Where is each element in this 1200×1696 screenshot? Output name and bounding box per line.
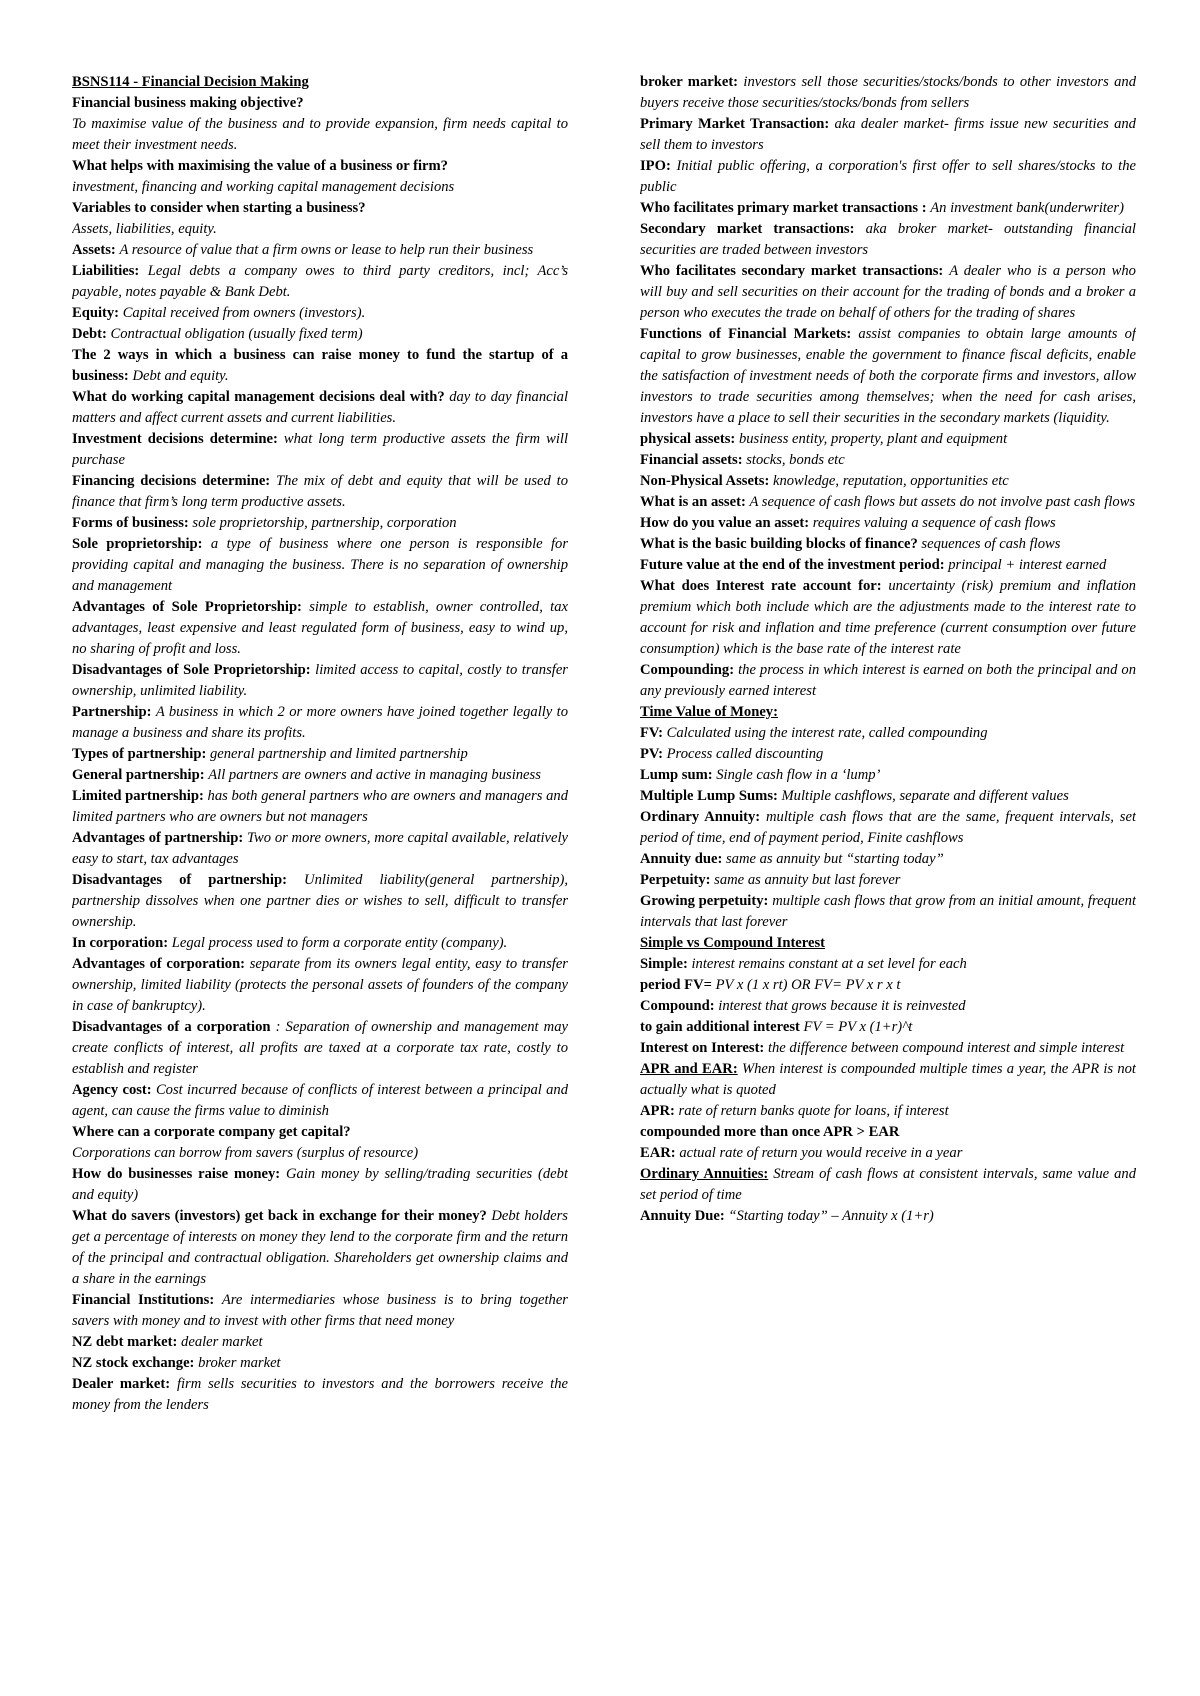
note-term: Limited partnership: — [72, 788, 204, 804]
note-definition: “Starting today” – Annuity x (1+r) — [728, 1208, 934, 1224]
note-definition: Corporations can borrow from savers (surplus of resource) — [72, 1145, 419, 1161]
note-definition: requires valuing a sequence of cash flows — [812, 515, 1056, 531]
note-definition: Assets, liabilities, equity. — [72, 221, 217, 237]
note-term: Who facilitates primary market transactions : — [640, 200, 927, 216]
note-term: In corporation: — [72, 935, 169, 951]
note-entry — [640, 513, 1136, 534]
note-definition: uncertainty (risk) premium and inflation premium which both include which are the adjustments made to the interest rate to account for risk and inflation and time preference (current consumption over future consumption) which is the base rate of the interest rate — [640, 578, 1136, 657]
note-term: Simple: — [640, 956, 688, 972]
note-term: Lump sum: — [640, 767, 713, 783]
note-definition: A sequence of cash flows but assets do not involve past cash flows — [749, 494, 1136, 510]
note-entry — [72, 198, 568, 219]
note-term: broker market: — [640, 74, 739, 90]
note-definition: Legal process used to form a corporate entity (company). — [171, 935, 508, 951]
note-term: physical assets: — [640, 431, 736, 447]
note-definition: stocks, bonds etc — [746, 452, 845, 468]
note-definition: : Separation of ownership and management may create conflicts of interest, all profits are taxed at a corporate tax rate, costly to establish and register — [72, 1019, 568, 1077]
note-entry — [640, 744, 1136, 765]
note-entry — [72, 1080, 568, 1122]
note-entry — [72, 933, 568, 954]
note-term: Simple vs Compound Interest — [640, 935, 826, 951]
note-definition: PV x (1 x rt) OR FV= PV x r x t — [715, 977, 901, 993]
note-term: Disadvantages of Sole Proprietorship: — [72, 662, 311, 678]
note-definition: Debt holders get a percentage of interests on money they lend to the corporate firm and the return of the principal and contractual obligation. Shareholders get ownership claims and a share in the earnings — [72, 1208, 568, 1287]
note-term: Functions of Financial Markets: — [640, 326, 852, 342]
note-definition: a type of business where one person is responsible for providing capital and managing the business. There is no separation of ownership and management — [72, 536, 568, 594]
note-term: Equity: — [72, 305, 120, 321]
note-entry — [640, 1017, 1136, 1038]
note-definition: FV = PV x (1+r)^t — [803, 1019, 913, 1035]
note-entry — [640, 975, 1136, 996]
note-term: What is an asset: — [640, 494, 746, 510]
note-term: Financing decisions determine: — [72, 473, 271, 489]
note-definition: multiple cash flows that grow from an initial amount, frequent intervals that last forever — [640, 893, 1136, 930]
note-term: Investment decisions determine: — [72, 431, 278, 447]
note-definition: Gain money by selling/trading securities (debt and equity) — [72, 1166, 568, 1203]
note-term: How do businesses raise money: — [72, 1166, 281, 1182]
note-entry — [640, 156, 1136, 198]
note-term: Compounding: — [640, 662, 735, 678]
note-term: Financial Institutions: — [72, 1292, 215, 1308]
note-entry — [72, 1290, 568, 1332]
note-definition: Capital received from owners (investors). — [122, 305, 366, 321]
note-term: APR: — [640, 1103, 675, 1119]
note-definition: separate from its owners legal entity, easy to transfer ownership, limited liability (protects the personal assets of founders of the company in case of bankruptcy). — [72, 956, 568, 1014]
note-entry — [640, 996, 1136, 1017]
note-entry — [72, 324, 568, 345]
note-entry — [72, 1206, 568, 1290]
note-definition: what long term productive assets the firm will purchase — [72, 431, 568, 468]
note-term: Financial assets: — [640, 452, 743, 468]
note-term: Advantages of Sole Proprietorship: — [72, 599, 302, 615]
note-entry — [640, 576, 1136, 660]
note-term: Forms of business: — [72, 515, 189, 531]
note-entry — [72, 828, 568, 870]
note-entry — [72, 786, 568, 828]
note-definition: Unlimited liability(general partnership), partnership dissolves when one partner dies or wishes to sell, difficult to transfer ownership. — [72, 872, 568, 930]
note-definition: interest that grows because it is reinvested — [718, 998, 966, 1014]
note-definition: simple to establish, owner controlled, tax advantages, least expensive and least regulated form of business, easy to wind up, no sharing of profit and loss. — [72, 599, 568, 657]
note-definition: The mix of debt and equity that will be used to finance that firm’s long term productive assets. — [72, 473, 568, 510]
note-term: General partnership: — [72, 767, 205, 783]
note-term: Assets: — [72, 242, 116, 258]
note-term: How do you value an asset: — [640, 515, 810, 531]
note-definition: sole proprietorship, partnership, corporation — [192, 515, 457, 531]
note-entry — [640, 450, 1136, 471]
note-term: to gain additional interest — [640, 1019, 800, 1035]
note-definition: Calculated using the interest rate, called compounding — [666, 725, 988, 741]
note-entry — [72, 261, 568, 303]
note-entry — [72, 387, 568, 429]
note-term: Non-Physical Assets: — [640, 473, 770, 489]
note-entry — [72, 240, 568, 261]
note-term: Primary Market Transaction: — [640, 116, 830, 132]
note-definition: Debt and equity. — [132, 368, 229, 384]
note-term: Interest on Interest: — [640, 1040, 765, 1056]
note-entry — [640, 1059, 1136, 1101]
note-definition: business entity, property, plant and equipment — [738, 431, 1008, 447]
note-entry — [72, 1143, 568, 1164]
note-entry — [640, 765, 1136, 786]
note-entry — [640, 471, 1136, 492]
note-entry — [640, 1122, 1136, 1143]
note-definition: broker market — [198, 1355, 281, 1371]
note-definition: Legal debts a company owes to third party creditors, incl; Acc’s payable, notes payable & Bank Debt. — [72, 263, 568, 300]
note-entry — [640, 723, 1136, 744]
note-term: What does Interest rate account for: — [640, 578, 882, 594]
note-definition: Contractual obligation (usually fixed term) — [110, 326, 363, 342]
note-entry — [640, 261, 1136, 324]
note-term: Liabilities: — [72, 263, 140, 279]
note-entry — [640, 702, 1136, 723]
note-entry — [72, 744, 568, 765]
note-term: Time Value of Money: — [640, 704, 778, 720]
note-term: Secondary market transactions: — [640, 221, 855, 237]
left-column — [72, 72, 568, 1416]
note-definition: aka broker market- outstanding financial securities are traded between investors — [640, 221, 1136, 258]
note-entry — [72, 1374, 568, 1416]
note-definition: knowledge, reputation, opportunities etc — [772, 473, 1009, 489]
note-definition: same as annuity but “starting today” — [725, 851, 944, 867]
note-entry — [640, 807, 1136, 849]
note-term: PV: — [640, 746, 663, 762]
note-definition: aka dealer market- firms issue new securities and sell them to investors — [640, 116, 1136, 153]
note-term: What helps with maximising the value of a business or firm? — [72, 158, 448, 174]
note-entry — [640, 1164, 1136, 1206]
note-definition: general partnership and limited partnership — [209, 746, 468, 762]
note-definition: multiple cash flows that are the same, frequent intervals, set period of time, end of payment period, Finite cashflows — [640, 809, 1136, 846]
note-definition: rate of return banks quote for loans, if interest — [678, 1103, 949, 1119]
note-entry — [640, 429, 1136, 450]
note-entry — [72, 114, 568, 156]
note-entry — [640, 534, 1136, 555]
note-entry — [640, 954, 1136, 975]
note-definition: A dealer who is a person who will buy and sell securities on their account for the trading of bonds and a broker a person who executes the trade on behalf of others for the trading of shares — [640, 263, 1136, 321]
note-entry — [72, 534, 568, 597]
note-term: compounded more than once APR > EAR — [640, 1124, 900, 1140]
note-entry — [640, 1206, 1136, 1227]
note-entry — [72, 765, 568, 786]
note-term: What do savers (investors) get back in exchange for their money? — [72, 1208, 487, 1224]
note-term: Where can a corporate company get capital? — [72, 1124, 351, 1140]
note-definition: Two or more owners, more capital available, relatively easy to start, tax advantages — [72, 830, 568, 867]
note-entry — [72, 93, 568, 114]
note-entry — [72, 702, 568, 744]
note-definition: investors sell those securities/stocks/bonds to other investors and buyers receive those securities/stocks/bonds from sellers — [640, 74, 1136, 111]
note-term: Variables to consider when starting a business? — [72, 200, 366, 216]
note-entry — [72, 870, 568, 933]
note-definition: Multiple cashflows, separate and different values — [781, 788, 1069, 804]
note-entry — [640, 786, 1136, 807]
note-entry — [72, 1017, 568, 1080]
note-definition: A resource of value that a firm owns or lease to help run their business — [119, 242, 534, 258]
note-entry — [640, 933, 1136, 954]
right-entries — [640, 72, 1136, 1227]
note-definition: Single cash flow in a ‘lump’ — [716, 767, 881, 783]
note-entry — [640, 324, 1136, 429]
note-entry — [640, 72, 1136, 114]
note-term: FV: — [640, 725, 663, 741]
note-entry — [72, 660, 568, 702]
note-term: Agency cost: — [72, 1082, 152, 1098]
note-entry — [640, 219, 1136, 261]
note-term: NZ stock exchange: — [72, 1355, 195, 1371]
note-term: The 2 ways in which a business can raise money to fund the startup of a business: — [72, 347, 568, 384]
note-entry — [640, 114, 1136, 156]
note-entry — [72, 1164, 568, 1206]
note-definition: limited access to capital, costly to transfer ownership, unlimited liability. — [72, 662, 568, 699]
note-definition: Stream of cash flows at consistent intervals, same value and set period of time — [640, 1166, 1136, 1203]
note-entry — [640, 198, 1136, 219]
note-term: Dealer market: — [72, 1376, 171, 1392]
note-entry — [72, 471, 568, 513]
note-definition: sequences of cash flows — [921, 536, 1061, 552]
note-definition: A business in which 2 or more owners have joined together legally to manage a business and share its profits. — [72, 704, 568, 741]
note-definition: principal + interest earned — [948, 557, 1107, 573]
note-term: Sole proprietorship: — [72, 536, 203, 552]
note-entry — [72, 513, 568, 534]
left-entries — [72, 93, 568, 1416]
note-definition: interest remains constant at a set level for each — [691, 956, 967, 972]
note-entry — [640, 1101, 1136, 1122]
note-term: Annuity Due: — [640, 1208, 725, 1224]
note-definition: Initial public offering, a corporation's first offer to sell shares/stocks to the public — [640, 158, 1136, 195]
note-definition: assist companies to obtain large amounts of capital to grow businesses, enable the government to finance fiscal deficits, enable the satisfaction of investment needs of both the corporate firms and investors, allow investors to trade securities among themselves; when the need for cash arises, investors have a place to sell their securities in the secondary markets (liquidity. — [640, 326, 1136, 426]
note-definition: day to day financial matters and affect current assets and current liabilities. — [72, 389, 568, 426]
note-term: Perpetuity: — [640, 872, 711, 888]
note-term: period FV= — [640, 977, 712, 993]
note-definition: All partners are owners and active in managing business — [208, 767, 541, 783]
note-entry — [640, 870, 1136, 891]
note-term: Advantages of partnership: — [72, 830, 244, 846]
note-term: APR and EAR: — [640, 1061, 738, 1077]
note-entry — [640, 492, 1136, 513]
note-term: Financial business making objective? — [72, 95, 304, 111]
note-term: Ordinary Annuity: — [640, 809, 761, 825]
note-entry — [72, 345, 568, 387]
note-entry — [72, 303, 568, 324]
document-title: BSNS114 - Financial Decision Making — [72, 74, 309, 90]
note-term: Compound: — [640, 998, 715, 1014]
note-entry — [72, 429, 568, 471]
note-entry — [72, 177, 568, 198]
note-term: Who facilitates secondary market transactions: — [640, 263, 944, 279]
note-definition: To maximise value of the business and to provide expansion, firm needs capital to meet their investment needs. — [72, 116, 568, 153]
note-entry — [72, 1353, 568, 1374]
note-term: What do working capital management decisions deal with? — [72, 389, 445, 405]
note-term: Disadvantages of a corporation — [72, 1019, 271, 1035]
note-definition: An investment bank(underwriter) — [930, 200, 1124, 216]
note-entry — [640, 660, 1136, 702]
note-definition: investment, financing and working capital management decisions — [72, 179, 455, 195]
note-entry — [72, 156, 568, 177]
right-column — [640, 72, 1136, 1227]
note-definition: Process called discounting — [666, 746, 824, 762]
note-term: Ordinary Annuities: — [640, 1166, 769, 1182]
note-definition: When interest is compounded multiple times a year, the APR is not actually what is quoted — [640, 1061, 1136, 1098]
note-term: Debt: — [72, 326, 107, 342]
note-term: EAR: — [640, 1145, 676, 1161]
note-definition: the process in which interest is earned on both the principal and on any previously earned interest — [640, 662, 1136, 699]
note-term: Annuity due: — [640, 851, 723, 867]
note-term: Disadvantages of partnership: — [72, 872, 287, 888]
note-entry — [72, 954, 568, 1017]
note-definition: Are intermediaries whose business is to bring together savers with money and to invest with other firms that need money — [72, 1292, 568, 1329]
note-term: NZ debt market: — [72, 1334, 178, 1350]
note-definition: dealer market — [181, 1334, 263, 1350]
note-term: Advantages of corporation: — [72, 956, 246, 972]
note-term: Future value at the end of the investment period: — [640, 557, 945, 573]
note-definition: has both general partners who are owners and managers and limited partners who are owners but not managers — [72, 788, 568, 825]
note-entry — [72, 219, 568, 240]
note-term: Multiple Lump Sums: — [640, 788, 778, 804]
note-term: Types of partnership: — [72, 746, 207, 762]
note-term: IPO: — [640, 158, 671, 174]
note-entry — [640, 1143, 1136, 1164]
note-entry — [640, 555, 1136, 576]
note-entry — [72, 1122, 568, 1143]
note-definition: Cost incurred because of conflicts of interest between a principal and agent, can cause the firms value to diminish — [72, 1082, 568, 1119]
note-term: What is the basic building blocks of finance? — [640, 536, 918, 552]
note-definition: actual rate of return you would receive in a year — [679, 1145, 963, 1161]
note-definition: firm sells securities to investors and the borrowers receive the money from the lenders — [72, 1376, 568, 1413]
note-entry — [72, 597, 568, 660]
note-definition: same as annuity but last forever — [714, 872, 901, 888]
note-entry — [72, 1332, 568, 1353]
note-entry — [640, 1038, 1136, 1059]
note-term: Growing perpetuity: — [640, 893, 769, 909]
note-term: Partnership: — [72, 704, 152, 720]
note-entry — [640, 849, 1136, 870]
note-definition: the difference between compound interest and simple interest — [767, 1040, 1125, 1056]
note-entry — [640, 891, 1136, 933]
